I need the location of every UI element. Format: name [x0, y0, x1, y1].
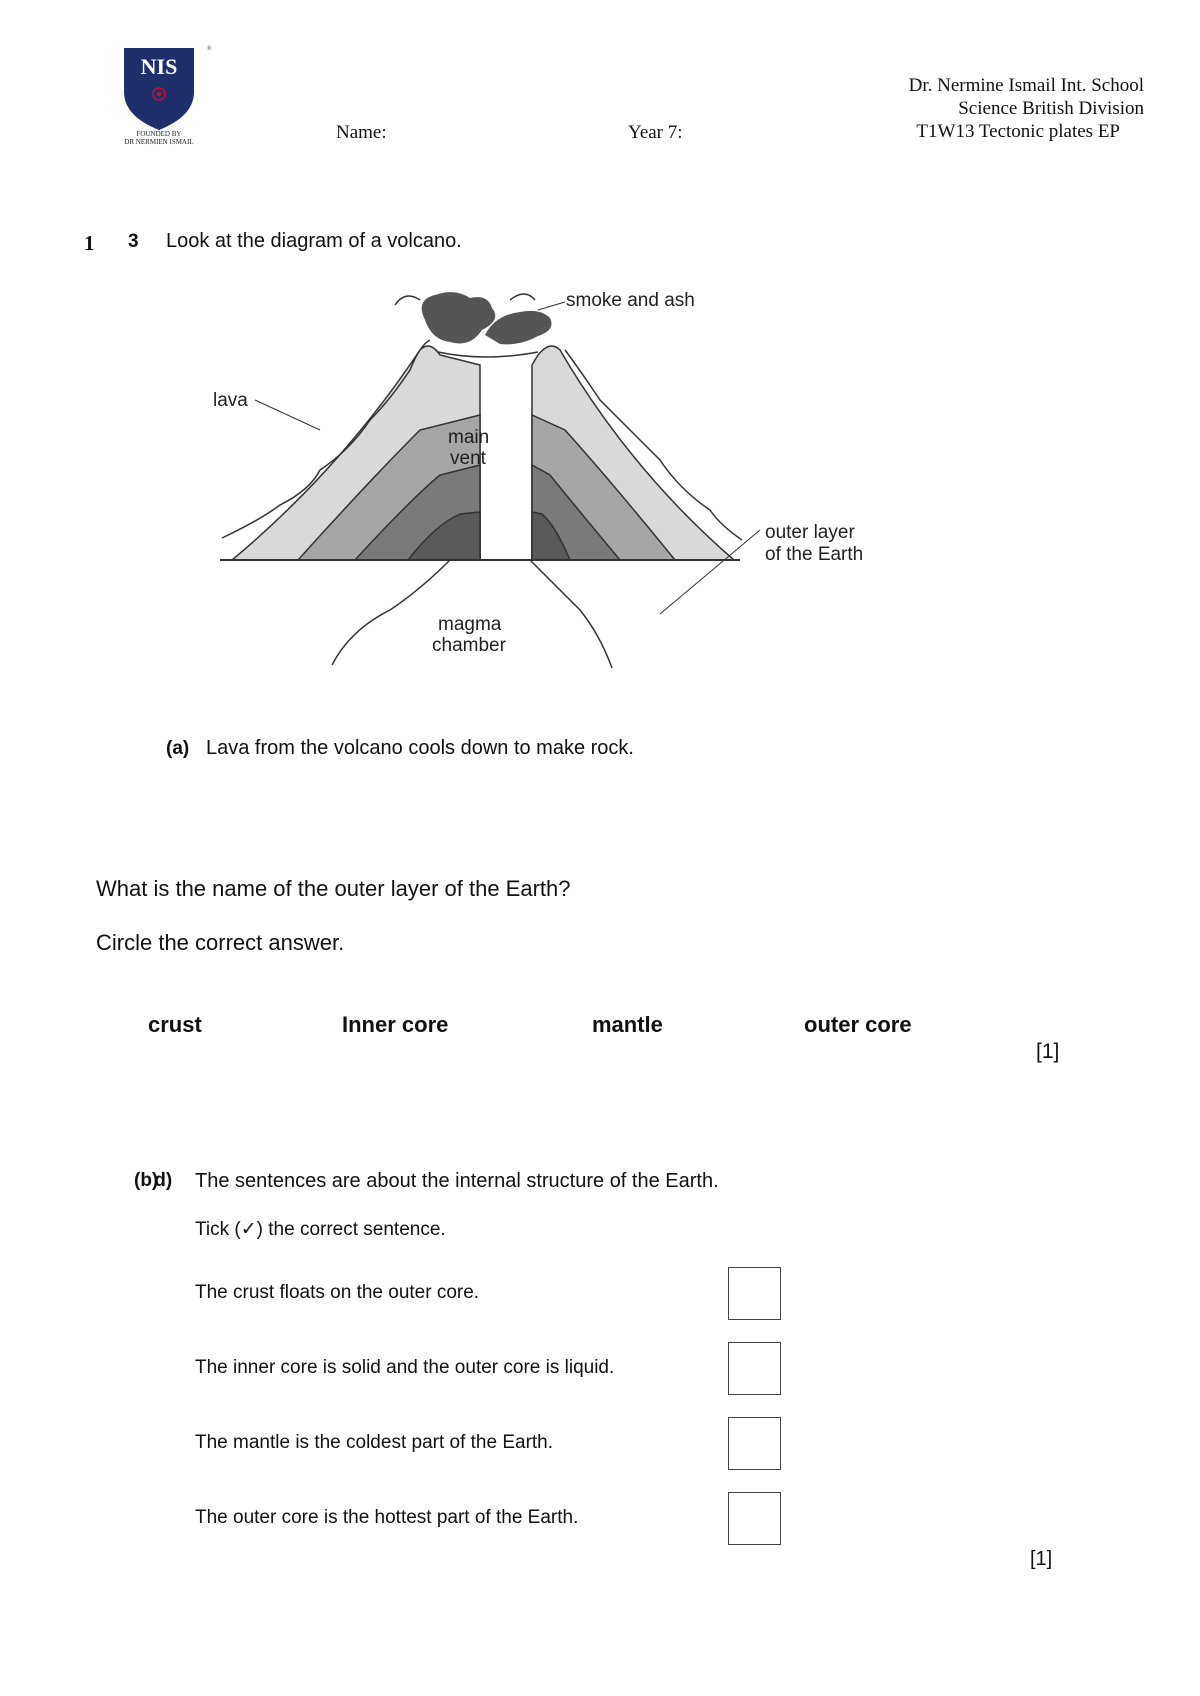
- label-magma-2: chamber: [432, 635, 506, 656]
- part-b-label-overlap: d): [154, 1170, 173, 1191]
- sentence-1: The crust floats on the outer core.: [195, 1282, 480, 1303]
- question-prompt: Look at the diagram of a volcano.: [166, 230, 462, 252]
- logo-text: NIS: [140, 54, 178, 79]
- tick-box-1[interactable]: [728, 1267, 781, 1320]
- label-smoke: smoke and ash: [566, 290, 695, 311]
- part-a-question: What is the name of the outer layer of the Earth?: [96, 876, 571, 901]
- question-number: 1: [84, 231, 95, 255]
- label-lava: lava: [213, 390, 248, 411]
- name-label: Name:: [336, 122, 387, 143]
- label-outer-layer-2: of the Earth: [765, 544, 864, 565]
- part-b-label-main: (b): [134, 1170, 159, 1191]
- worksheet-code: T1W13 Tectonic plates EP: [916, 121, 1120, 142]
- part-a-instruction: Circle the correct answer.: [96, 930, 345, 955]
- tick-box-3[interactable]: [728, 1417, 781, 1470]
- sentence-2: The inner core is solid and the outer core is liquid.: [195, 1357, 615, 1378]
- school-name: Dr. Nermine Ismail Int. School: [908, 75, 1144, 96]
- option-mantle[interactable]: mantle: [592, 1012, 663, 1037]
- sentence-4: The outer core is the hottest part of the Earth.: [195, 1507, 579, 1528]
- label-vent-1: main: [448, 427, 490, 448]
- magma-chamber-right: [530, 560, 612, 668]
- label-vent-2: vent: [450, 448, 486, 469]
- logo-caption-1: FOUNDED BY: [136, 130, 182, 138]
- part-b-label: [134, 1170, 172, 1192]
- tick-box-2[interactable]: [728, 1342, 781, 1395]
- smoke-cloud-left: [422, 292, 496, 343]
- year-label: Year 7:: [628, 122, 683, 143]
- school-info: [909, 74, 1144, 143]
- part-a-marks: [1]: [1036, 1040, 1060, 1063]
- sentence-3: The mantle is the coldest part of the Earth.: [195, 1432, 554, 1453]
- part-b-text: The sentences are about the internal structure of the Earth.: [195, 1170, 719, 1192]
- tick-box-4[interactable]: [728, 1492, 781, 1545]
- label-outer-layer-1: outer layer: [765, 522, 855, 543]
- part-a-label: (a): [166, 738, 190, 759]
- part-a-text: Lava from the volcano cools down to make rock.: [206, 737, 634, 759]
- part-b-marks: [1]: [1030, 1548, 1053, 1570]
- svg-text:®: ®: [207, 46, 212, 52]
- option-inner-core[interactable]: Inner core: [342, 1012, 449, 1037]
- sub-question-number: 3: [128, 231, 139, 252]
- part-b-instruction: Tick (✓) the correct sentence.: [195, 1219, 446, 1240]
- option-outer-core[interactable]: outer core: [804, 1012, 912, 1037]
- volcano-diagram: [213, 290, 960, 700]
- label-magma-1: magma: [438, 614, 502, 635]
- option-crust[interactable]: crust: [148, 1012, 202, 1037]
- logo-caption-2: DR NERMIEN ISMAIL: [124, 138, 194, 146]
- school-logo: [104, 44, 214, 146]
- school-division: Science British Division: [958, 98, 1144, 119]
